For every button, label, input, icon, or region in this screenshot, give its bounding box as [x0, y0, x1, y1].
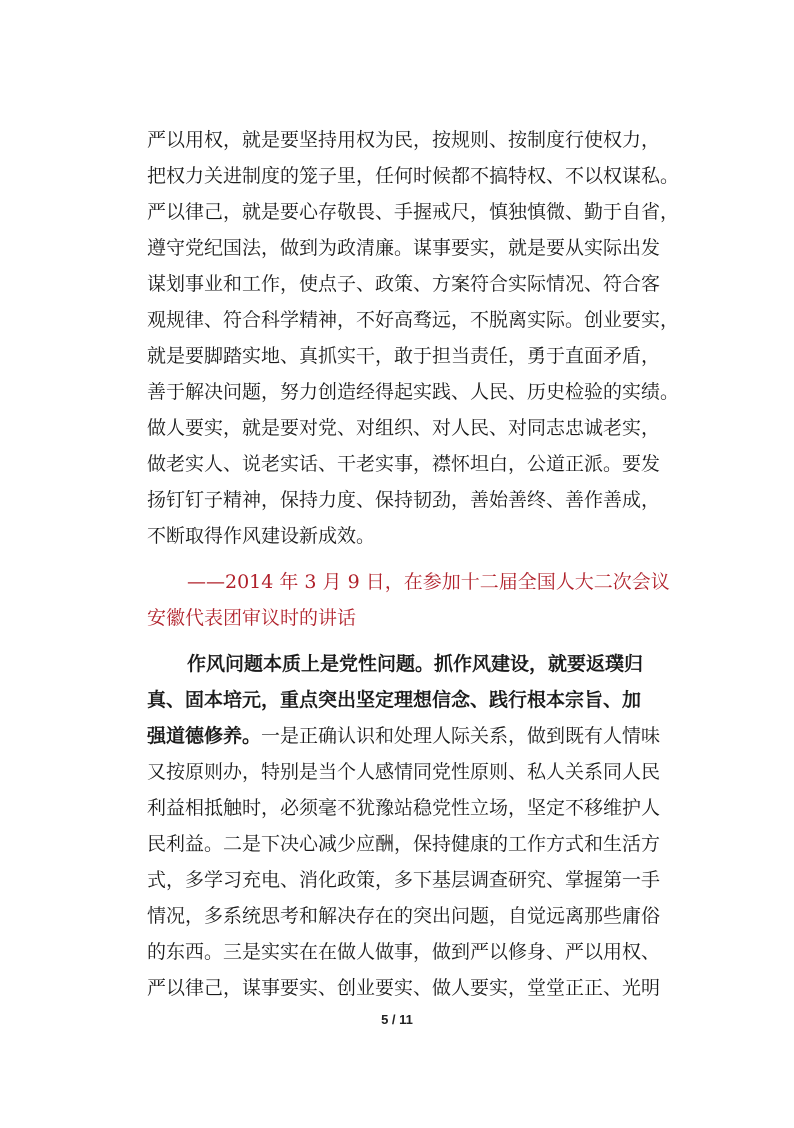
bold-text-line: 真、固本培元，重点突出坚定理想信念、践行根本宗旨、加: [147, 689, 642, 711]
bold-text-span: 强道德修养。: [147, 725, 262, 747]
text-line: 就是要脚踏实地、真抓实干，敢于担当责任，勇于直面矛盾，: [147, 345, 661, 367]
text-line: 善于解决问题，努力创造经得起实践、人民、历史检验的实绩。: [147, 381, 680, 403]
text-line: 不断取得作风建设新成效。: [147, 525, 376, 547]
text-line: 扬钉钉子精神，保持力度、保持韧劲，善始善终、善作善成，: [147, 489, 661, 511]
text-line: 情况，多系统思考和解决存在的突出问题，自觉远离那些庸俗: [147, 905, 661, 927]
text-line: 严以律己，谋事要实、创业要实、做人要实，堂堂正正、光明: [147, 977, 661, 999]
text-line: 利益相抵触时，必须毫不犹豫站稳党性立场，坚定不移维护人: [147, 797, 661, 819]
text-line: 遵守党纪国法，做到为政清廉。谋事要实，就是要从实际出发: [147, 237, 661, 259]
text-line: 式，多学习充电、消化政策，多下基层调查研究、掌握第一手: [147, 869, 661, 891]
text-line: 观规律、符合科学精神，不好高骛远，不脱离实际。创业要实，: [147, 309, 680, 331]
page-number: 5 / 11: [381, 1012, 413, 1027]
text-line: [147, 723, 661, 749]
text-line: 做人要实，就是要对党、对组织、对人民、对同志忠诚老实，: [147, 417, 661, 439]
text-line: 谋划事业和工作，使点子、政策、方案符合实际情况、符合客: [147, 273, 661, 295]
text-span: 一是正确认识和处理人际关系，做到既有人情味: [261, 725, 661, 747]
citation-line: ——2014 年 3 月 9 日，在参加十二届全国人大二次会议: [187, 571, 670, 593]
citation-line: 安徽代表团审议时的讲话: [147, 607, 357, 629]
bold-text-line: 作风问题本质上是党性问题。抓作风建设，就要返璞归: [187, 653, 644, 675]
text-line: 把权力关进制度的笼子里，任何时候都不搞特权、不以权谋私。: [147, 165, 680, 187]
text-line: 民利益。二是下决心减少应酬，保持健康的工作方式和生活方: [147, 833, 661, 855]
text-line: 的东西。三是实实在在做人做事，做到严以修身、严以用权、: [147, 941, 661, 963]
text-line: 严以律己，就是要心存敬畏、手握戒尺，慎独慎微、勤于自省，: [147, 201, 680, 223]
text-line: 做老实人、说老实话、干老实事，襟怀坦白，公道正派。要发: [147, 453, 661, 475]
text-line: 严以用权，就是要坚持用权为民，按规则、按制度行使权力，: [147, 129, 661, 151]
text-line: 又按原则办，特别是当个人感情同党性原则、私人关系同人民: [147, 761, 661, 783]
